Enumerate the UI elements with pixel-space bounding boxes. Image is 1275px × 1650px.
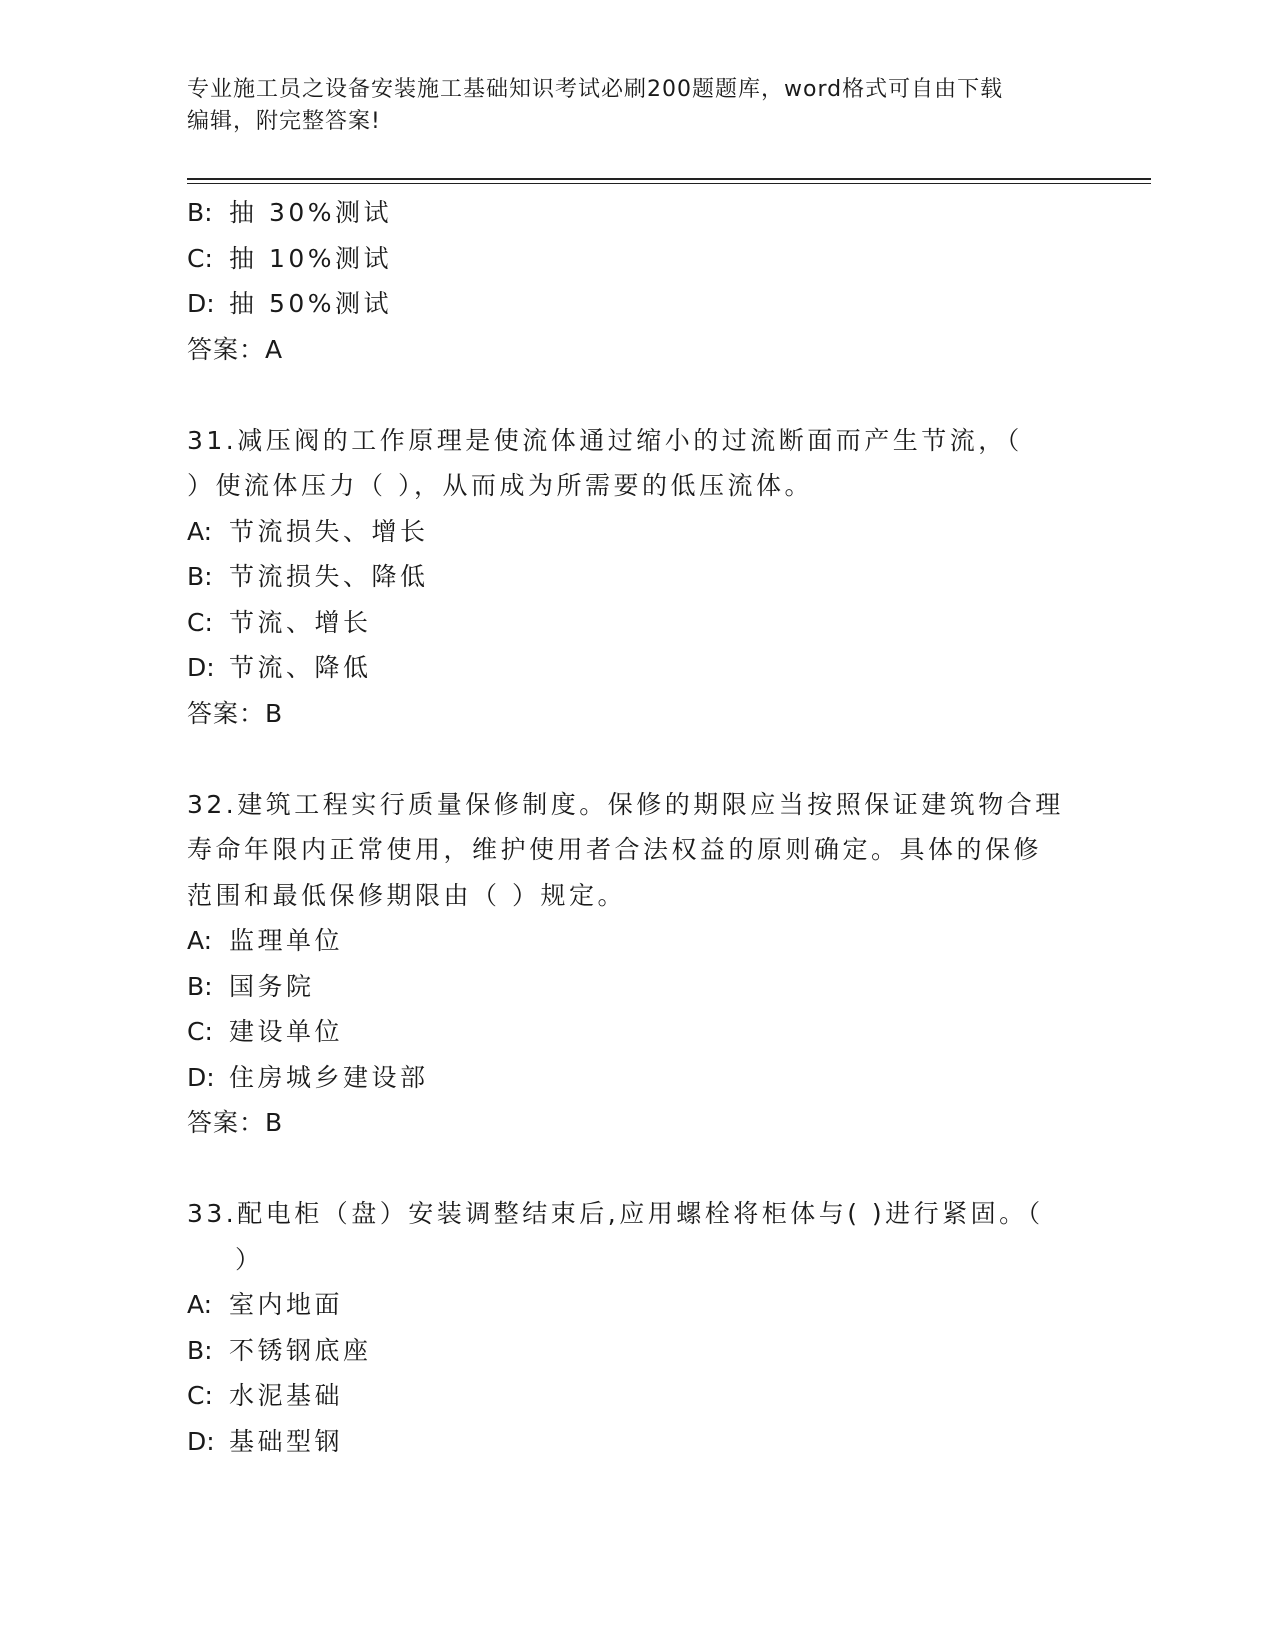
question-stem: 范围和最低保修期限由（ ）规定。 xyxy=(187,880,626,910)
option-b xyxy=(187,190,1087,236)
question-stem: ）使流体压力（ ），从而成为所需要的低压流体。 xyxy=(187,471,813,500)
option-c xyxy=(187,600,1087,646)
option-c xyxy=(187,236,1087,282)
option-text: 住房城乡建设部 xyxy=(229,1062,429,1092)
option-d xyxy=(187,645,1087,691)
option-text: 节流、增长 xyxy=(229,607,372,637)
option-text: 国务院 xyxy=(229,971,315,1001)
option-letter: B: xyxy=(187,1335,213,1365)
option-text: 抽 30%测试 xyxy=(229,198,393,227)
question-stem: 32.建筑工程实行质量保修制度。保修的期限应当按照保证建筑物合理 xyxy=(187,789,1064,819)
option-text: 不锈钢底座 xyxy=(229,1335,372,1365)
option-letter: D: xyxy=(187,653,215,682)
option-d xyxy=(187,281,1087,327)
option-letter: C: xyxy=(187,607,213,637)
option-text: 节流、降低 xyxy=(229,653,372,682)
question-block-32 xyxy=(187,782,1087,1146)
option-c xyxy=(187,1009,1087,1055)
option-letter: A: xyxy=(187,926,213,955)
question-stem: 寿命年限内正常使用，维护使用者合法权益的原则确定。具体的保修 xyxy=(187,835,1043,864)
option-letter: D: xyxy=(187,1426,215,1456)
option-a xyxy=(187,918,1087,964)
option-letter: A: xyxy=(187,1290,213,1319)
option-text: 室内地面 xyxy=(229,1290,344,1319)
document-header xyxy=(187,74,1067,138)
option-b xyxy=(187,1328,1087,1374)
option-b xyxy=(187,964,1087,1010)
option-text: 监理单位 xyxy=(229,926,344,955)
header-divider-thin xyxy=(187,183,1151,184)
option-letter: C: xyxy=(187,243,213,273)
question-stem: 33.配电柜（盘）安装调整结束后,应用螺栓将柜体与( )进行紧固。（ xyxy=(187,1199,1044,1228)
header-title-line-2: 编辑，附完整答案! xyxy=(187,109,381,134)
question-stem: ） xyxy=(235,1244,264,1274)
option-letter: C: xyxy=(187,1017,213,1046)
option-text: 水泥基础 xyxy=(229,1381,344,1410)
question-block-31 xyxy=(187,418,1087,737)
header-title-line-1: 专业施工员之设备安装施工基础知识考试必刷200题题库，word格式可自由下载 xyxy=(187,77,1004,102)
option-letter: B: xyxy=(187,971,213,1001)
spacer xyxy=(187,372,1087,418)
spacer xyxy=(187,1146,1087,1192)
option-letter: D: xyxy=(187,289,215,318)
question-stem: 31.减压阀的工作原理是使流体通过缩小的过流断面而产生节流，（ xyxy=(187,425,1023,455)
option-letter: B: xyxy=(187,198,213,227)
question-list xyxy=(187,190,1087,1464)
option-a xyxy=(187,509,1087,555)
option-text: 节流损失、增长 xyxy=(229,516,429,546)
option-a xyxy=(187,1282,1087,1328)
spacer xyxy=(187,736,1087,782)
option-letter: D: xyxy=(187,1062,215,1092)
question-block-33 xyxy=(187,1191,1087,1464)
option-b xyxy=(187,554,1087,600)
option-text: 抽 50%测试 xyxy=(229,289,393,318)
option-d xyxy=(187,1055,1087,1101)
answer-line: 答案：B xyxy=(187,1108,284,1137)
option-text: 节流损失、降低 xyxy=(229,562,429,591)
option-d xyxy=(187,1419,1087,1465)
option-letter: B: xyxy=(187,562,213,591)
option-text: 建设单位 xyxy=(229,1017,344,1046)
option-c xyxy=(187,1373,1087,1419)
option-letter: A: xyxy=(187,516,213,546)
answer-line: 答案：B xyxy=(187,698,284,728)
question-block-prev xyxy=(187,190,1087,372)
answer-line: 答案：A xyxy=(187,334,284,364)
option-text: 基础型钢 xyxy=(229,1426,344,1456)
header-divider-thick xyxy=(187,178,1151,180)
option-text: 抽 10%测试 xyxy=(229,243,393,273)
option-letter: C: xyxy=(187,1381,213,1410)
